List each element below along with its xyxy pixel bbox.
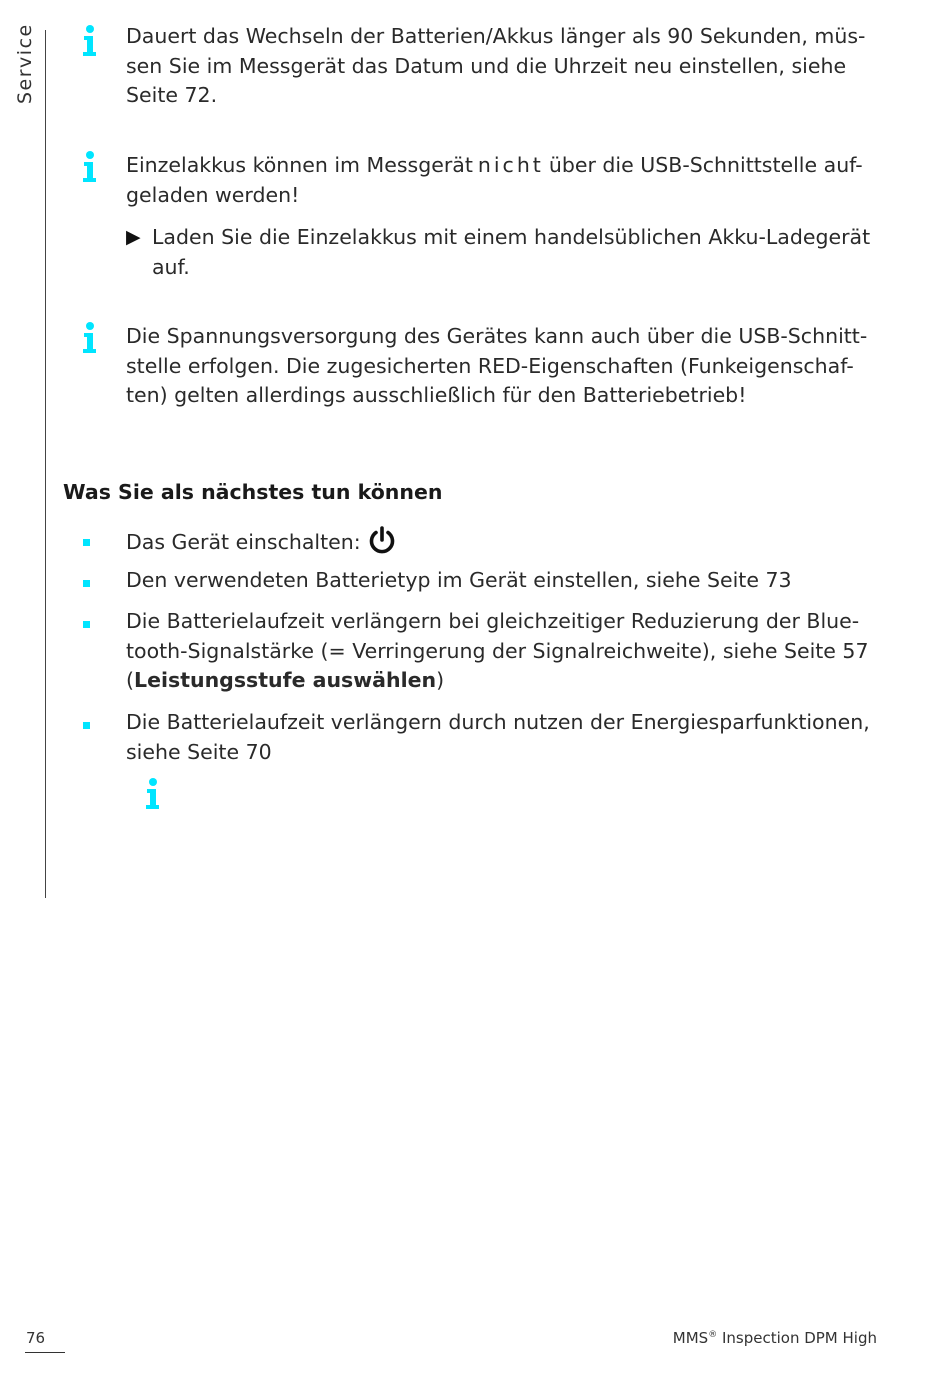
list-item [126,525,886,558]
note-usb-power: Die Spannungsversorgung des Gerätes kann auch über die USB-Schnitt- stelle erfolgen. Die zugesicherten RED-Eigenschaften (Funkeigenschaf- ten) gelten allerdings ausschließlich für den Batteriebetrieb! [126,324,868,407]
note-emphasis: nicht [477,153,544,177]
side-divider [45,30,46,898]
power-icon [367,525,397,555]
note-text-before: Einzelakkus können im Messgerät [126,153,473,177]
page-number: 76 [26,1329,46,1347]
section-side-label: Service [14,23,36,104]
info-icon [78,24,102,58]
list-item-text: Die Batterielaufzeit verlängern bei gleichzeitiger Reduzierung der Blue- tooth-Signalstärke (= Verringerung der Signalreichweite), siehe Seite 57 ( [126,609,869,692]
list-item-text: ) [436,668,445,692]
ui-reference: Leistungsstufe auswählen [134,668,437,692]
bullet-marker [83,621,90,628]
bullet-marker [83,722,90,729]
list-item: Den verwendeten Batterietyp im Gerät einstellen, siehe Seite 73 [126,568,792,592]
list-item [126,607,886,696]
product-prefix: MMS [672,1329,709,1347]
list-item-text: Das Gerät einschalten: [126,530,361,554]
note-battery-change: Dauert das Wechseln der Batterien/Akkus länger als 90 Sekunden, müs- sen Sie im Messgerät das Datum und die Uhrzeit neu einstellen, siehe Seite 72. [126,24,866,107]
footer-divider [25,1352,65,1353]
action-item [126,223,886,282]
registered-mark: ® [708,1330,718,1340]
note-single-batteries [126,151,886,210]
bullet-marker [83,539,90,546]
info-icon [78,321,102,355]
action-text: Laden Sie die Einzelakkus mit einem handelsüblichen Akku-Ladegerät auf. [152,225,871,279]
note-text-after: über die USB-Schnittstelle auf- geladen werden! [126,153,863,207]
product-suffix: Inspection DPM High [717,1329,877,1347]
arrow-right-icon: ▶ [126,226,141,248]
info-icon [141,777,165,811]
list-item: Die Batterielaufzeit verlängern durch nutzen der Energiesparfunktionen, siehe Seite 70 [126,710,870,764]
info-icon [78,150,102,184]
bullet-marker [83,580,90,587]
section-heading: Was Sie als nächstes tun können [63,480,443,504]
product-name [673,1329,877,1347]
